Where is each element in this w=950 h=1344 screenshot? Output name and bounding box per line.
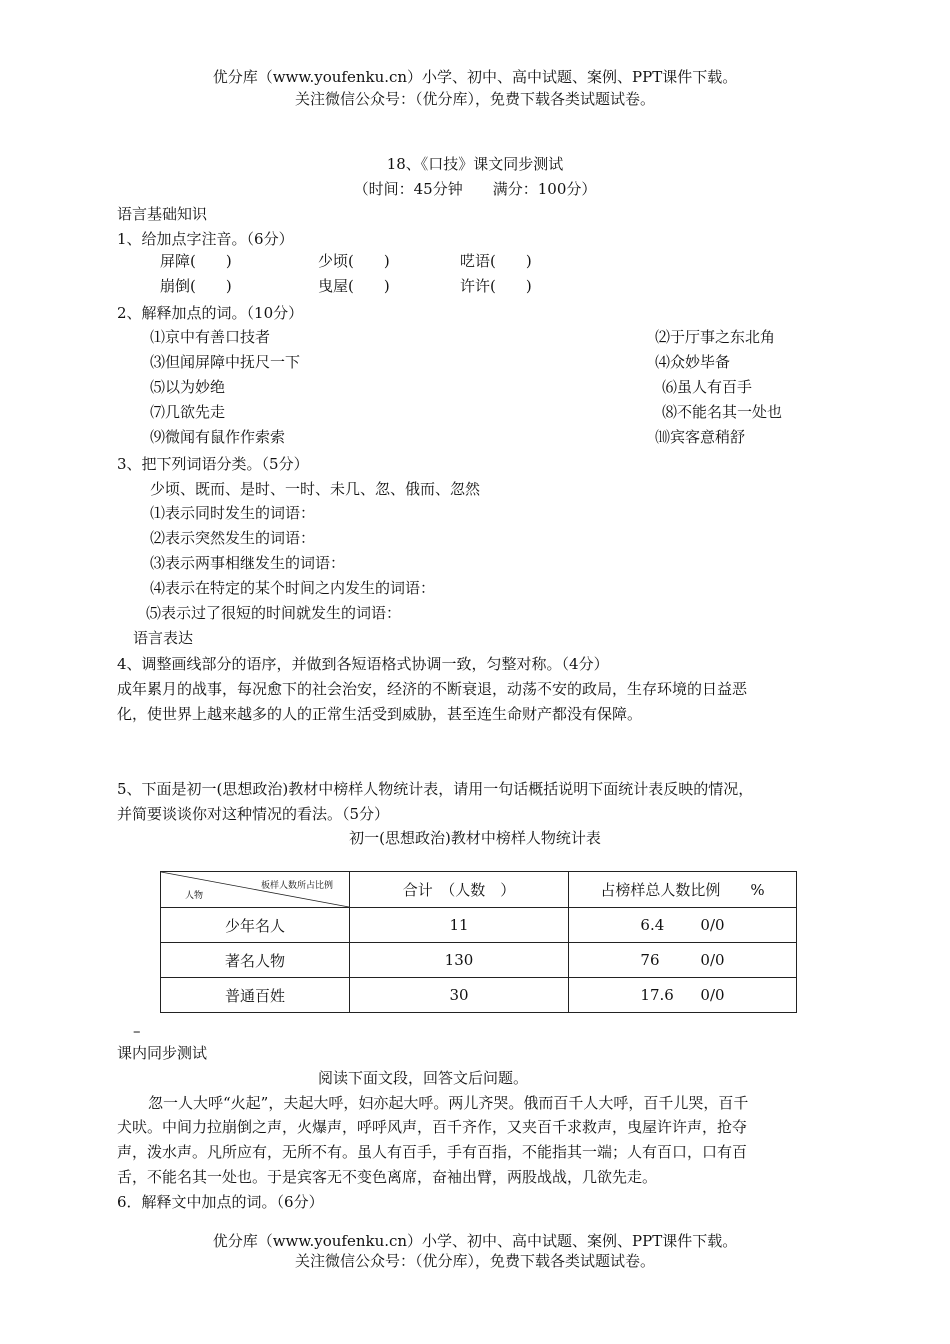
reading-line: 舌，不能名其一处也。于是宾客无不变色离席，奋袖出臂，两股战战，几欲先走。 bbox=[117, 1168, 658, 1186]
q1-item: 崩倒( ) bbox=[160, 277, 232, 295]
q2-item: ⑴京中有善口技者 bbox=[150, 328, 271, 346]
q1-item: 少顷( ) bbox=[318, 252, 390, 270]
q3-item: ⑵表示突然发生的词语： bbox=[150, 529, 316, 547]
section-heading-inclass: 课内同步测试 bbox=[117, 1044, 208, 1062]
header-line-2: 关注微信公众号：（优分库），免费下载各类试题试卷。 bbox=[294, 90, 655, 108]
ratio-unit: 0/0 bbox=[700, 951, 725, 969]
page-subtitle: （时间：45分钟 满分：100分） bbox=[353, 180, 597, 198]
q1-item: 呓语( ) bbox=[460, 252, 532, 270]
q5-stem: 并简要谈谈你对这种情况的看法。（5分） bbox=[117, 805, 390, 823]
stats-table bbox=[160, 871, 797, 1013]
ratio-value: 17.6 bbox=[640, 986, 674, 1004]
reading-line: 犬吠。中间力拉崩倒之声，火爆声，呼呼风声，百千齐作，又夹百千求救声，曳屋许许声，抢夺 bbox=[117, 1118, 748, 1136]
q2-item: ⑷众妙毕备 bbox=[655, 353, 731, 371]
q3-item: ⑷表示在特定的某个时间之内发生的词语： bbox=[150, 579, 436, 597]
cell-ratio bbox=[569, 978, 797, 1013]
table-row bbox=[161, 978, 797, 1013]
q1-stem: 1、给加点字注音。（6分） bbox=[117, 230, 294, 248]
q1-item: 曳屋( ) bbox=[318, 277, 390, 295]
q4-passage-line: 成年累月的战事，每况愈下的社会治安，经济的不断衰退，动荡不安的政局，生存环境的日益恶 bbox=[117, 680, 748, 698]
q3-words: 少顷、既而、是时、一时、未几、忽、俄而、忽然 bbox=[150, 480, 481, 498]
diag-label-bottom: 人物 bbox=[185, 891, 204, 901]
ratio-value: 76 bbox=[640, 951, 660, 969]
q2-stem: 2、解释加点的词。（10分） bbox=[117, 304, 304, 322]
table-title: 初一(思想政治)教材中榜样人物统计表 bbox=[349, 829, 601, 847]
cell-count: 30 bbox=[350, 978, 569, 1013]
header-count: 合计 （人数 ） bbox=[350, 872, 569, 908]
section-heading-expression: 语言表达 bbox=[133, 629, 194, 647]
cell-ratio bbox=[569, 908, 797, 943]
q2-item: ⑸以为妙绝 bbox=[150, 378, 226, 396]
reading-line: 忽一人大呼“火起”，夫起大呼，妇亦起大呼。两儿齐哭。俄而百千人大呼，百千儿哭，百千 bbox=[148, 1094, 749, 1112]
q3-item: ⑸表示过了很短的时间就发生的词语： bbox=[146, 604, 402, 622]
header-line-1: 优分库（www.youfenku.cn）小学、初中、高中试题、案例、PPT课件下载。 bbox=[212, 68, 738, 86]
q2-item: ⑹虽人有百手 bbox=[662, 378, 753, 396]
cell-count: 11 bbox=[350, 908, 569, 943]
page-title: 18、《口技》课文同步测试 bbox=[386, 155, 564, 173]
cell-name: 少年名人 bbox=[161, 908, 350, 943]
q5-stem: 5、下面是初一(思想政治)教材中榜样人物统计表，请用一句话概括说明下面统计表反映的情况， bbox=[117, 780, 754, 798]
ratio-unit: 0/0 bbox=[700, 916, 725, 934]
footer-line-2: 关注微信公众号：（优分库），免费下载各类试题试卷。 bbox=[294, 1252, 655, 1270]
header-diagonal-cell bbox=[161, 872, 350, 908]
q2-item: ⑺几欲先走 bbox=[150, 403, 226, 421]
section-heading-basics: 语言基础知识 bbox=[117, 205, 208, 223]
ratio-unit: 0/0 bbox=[700, 986, 725, 1004]
header-ratio: 占榜样总人数比例 % bbox=[569, 872, 797, 908]
diag-label-top: 板样人数所占比例 bbox=[261, 881, 334, 891]
q1-item: 许许( ) bbox=[460, 277, 532, 295]
q4-stem: 4、调整画线部分的语序，并做到各短语格式协调一致，匀整对称。（4分） bbox=[117, 655, 609, 673]
cell-name: 著名人物 bbox=[161, 943, 350, 978]
q2-item: ⑽宾客意稍舒 bbox=[655, 428, 746, 446]
q2-item: ⑻不能名其一处也 bbox=[662, 403, 783, 421]
footer-line-1: 优分库（www.youfenku.cn）小学、初中、高中试题、案例、PPT课件下载。 bbox=[212, 1232, 738, 1250]
q4-passage-line: 化，使世界上越来越多的人的正常生活受到威胁，甚至连生命财产都没有保障。 bbox=[117, 705, 643, 723]
table-row bbox=[161, 908, 797, 943]
q1-item: 屏障( ) bbox=[160, 252, 232, 270]
dash-mark: – bbox=[133, 1022, 141, 1040]
ratio-value: 6.4 bbox=[640, 916, 665, 934]
cell-name: 普通百姓 bbox=[161, 978, 350, 1013]
cell-ratio bbox=[569, 943, 797, 978]
reading-line: 声，泼水声。凡所应有，无所不有。虽人有百手，手有百指，不能指其一端；人有百口，口有百 bbox=[117, 1143, 748, 1161]
q2-item: ⑼微闻有鼠作作索索 bbox=[150, 428, 286, 446]
q6-stem: 6．解释文中加点的词。（6分） bbox=[117, 1193, 324, 1211]
cell-count: 130 bbox=[350, 943, 569, 978]
q3-item: ⑴表示同时发生的词语： bbox=[150, 504, 316, 522]
q2-item: ⑵于厅事之东北角 bbox=[655, 328, 776, 346]
q3-item: ⑶表示两事相继发生的词语： bbox=[150, 554, 346, 572]
table-row bbox=[161, 943, 797, 978]
q2-item: ⑶但闻屏障中抚尺一下 bbox=[150, 353, 301, 371]
q3-stem: 3、把下列词语分类。（5分） bbox=[117, 455, 309, 473]
reading-instruction: 阅读下面文段，回答文后问题。 bbox=[318, 1069, 529, 1087]
table-header-row bbox=[161, 872, 797, 908]
